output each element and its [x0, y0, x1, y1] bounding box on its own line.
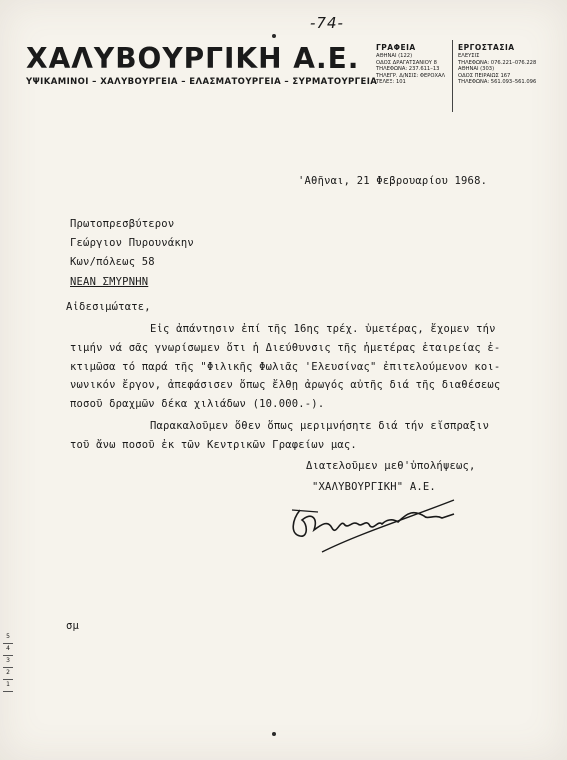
offices-block: [376, 42, 454, 86]
page-number: -74-: [310, 14, 344, 32]
body-line: Παρακαλοῦμεν ὅθεν ὅπως μεριμνήσητε διά τήν εἴσπραξιν: [150, 420, 490, 432]
closing-line: Διατελοῦμεν μεθ'ὑπολήψεως,: [306, 460, 476, 472]
punch-dot: [272, 732, 276, 736]
body-line: νωνικόν ἔργον, ἀπεφάσισεν ὅπως ἔλθῃ ἀρωγός αὐτῆς διά τῆς διαθέσεως: [70, 379, 501, 391]
factories-block: [458, 42, 558, 86]
offices-line: ΟΔΟΣ ΔΡΑΓΑΤΣΑΝΙΟΥ 8: [376, 59, 437, 66]
factories-title: ΕΡΓΟΣΤΑΣΙΑ: [458, 43, 515, 52]
factories-line: ΕΛΕΥΣΙΣ: [458, 53, 480, 59]
edge-page-markers: [3, 632, 13, 692]
edge-marker: 2: [3, 668, 13, 680]
offices-line: ΤΗΛΕΓΡ. Δ/ΝΣΙΣ: ΦΕΡΟΧΑΛ: [376, 72, 446, 79]
signatory-company: "ΧΑΛΥΒΟΥΡΓΙΚΗ" Α.Ε.: [312, 481, 436, 493]
punch-dot: [272, 34, 276, 38]
body-line: τιμήν νά σᾶς γνωρίσωμεν ὅτι ἡ Διεύθυνσις τῆς ἡμετέρας ἑταιρείας ἐ-: [70, 342, 501, 354]
body-line: κτιμῶσα τό παρά τῆς "Φιλικῆς Φωλιᾶς 'Ελευσίνας" ἐπιτελούμενον κοι-: [70, 361, 501, 373]
edge-marker: 3: [3, 656, 13, 668]
factories-line: ΑΘΗΝΑΙ (303): [458, 66, 495, 73]
company-products: ΥΨΙΚΑΜΙΝΟΙ – ΧΑΛΥΒΟΥΡΓΕΙΑ – ΕΛΑΣΜΑΤΟΥΡΓΕΙΑ – ΣΥΡΜΑΤΟΥΡΓΕΙΑ: [26, 77, 378, 87]
offices-line: ΑΘΗΝΑΙ (122): [376, 53, 413, 59]
salutation: Αἰδεσιμώτατε,: [66, 301, 151, 313]
body-line: Εἰς ἀπάντησιν ἐπί τῆς 16ης τρέχ. ὑμετέρας, ἔχομεν τήν: [150, 323, 496, 335]
edge-marker: 1: [3, 680, 13, 692]
factories-line: ΤΗΛΕΦΩΝΑ: 076.221–076.228: [458, 59, 537, 66]
letterhead-divider: [452, 40, 453, 112]
date-line: 'Αθῆναι, 21 Φεβρουαρίου 1968.: [298, 175, 488, 187]
factories-line: ΤΗΛΕΦΩΝΑ: 561.093–561.096: [458, 79, 537, 86]
offices-line: ΤΗΛΕΦΩΝΑ: 237.611–13: [376, 66, 440, 73]
edge-marker: 4: [3, 644, 13, 656]
recipient-city: ΝΕΑΝ ΣΜΥΡΝΗΝ: [70, 276, 149, 288]
handwritten-signature: [278, 490, 468, 558]
offices-line: ΤΕΛΕΞ: 101: [376, 79, 406, 86]
factories-line: ΟΔΟΣ ΠΕΙΡΑΙΩΣ 167: [458, 72, 511, 79]
edge-marker: 5: [3, 632, 13, 644]
body-line: τοῦ ἄνω ποσοῦ ἐκ τῶν Κεντρικῶν Γραφείων μας.: [70, 439, 357, 451]
recipient-name: Γεώργιον Πυρουνάκην: [70, 237, 194, 249]
typist-initials: σμ: [66, 620, 80, 632]
company-name: ΧΑΛΥΒΟΥΡΓΙΚΗ Α.Ε.: [26, 42, 360, 75]
offices-title: ΓΡΑΦΕΙΑ: [376, 43, 416, 52]
recipient-title: Πρωτοπρεσβύτερον: [70, 218, 175, 230]
body-line: ποσοῦ δραχμῶν δέκα χιλιάδων (10.000.-).: [70, 398, 325, 410]
recipient-street: Κων/πόλεως 58: [70, 256, 155, 268]
